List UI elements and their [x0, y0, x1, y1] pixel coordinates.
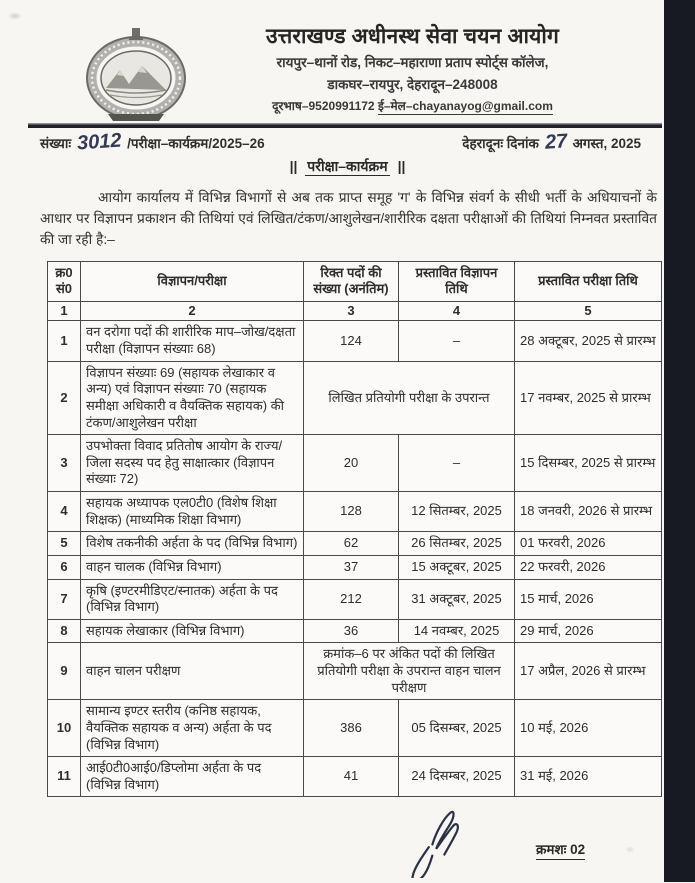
cell-advert-date: 31 अक्टूबर, 2025 [399, 579, 515, 619]
cell-exam-date: 18 जनवरी, 2026 से प्रारम्भ [515, 492, 662, 532]
cell-exam-description: विज्ञापन संख्याः 69 (सहायक लेखाकार व अन्य) एवं विज्ञापन संख्याः 70 (सहायक समीक्षा अधिकारी व वैयक्तिक सहायक) की टंकण/आशुलेखन परीक्षा [81, 361, 304, 435]
scan-smudge [8, 12, 22, 20]
header-proposed-advert-date: प्रस्तावित विज्ञापन तिथि [399, 261, 515, 301]
cell-exam-description: वन दरोगा पदों की शारीरिक माप–जोख/दक्षता परीक्षा (विज्ञापन संख्याः 68) [81, 321, 304, 361]
cell-vacancies: 41 [304, 757, 399, 797]
reference-number-prefix: संख्याः [40, 135, 72, 151]
cell-advert-date: 05 दिसम्बर, 2025 [399, 700, 515, 757]
table-header-row [48, 261, 662, 301]
cell-exam-date: 15 मार्च, 2026 [515, 579, 662, 619]
exam-table-body [48, 321, 662, 797]
column-number-row [48, 301, 662, 321]
table-row [48, 492, 662, 532]
column-number: 1 [48, 301, 81, 321]
cell-vacancies: 124 [304, 321, 399, 361]
cell-exam-date: 29 मार्च, 2026 [515, 619, 662, 643]
document-subject [0, 157, 695, 176]
table-row [48, 579, 662, 619]
table-row [48, 619, 662, 643]
cell-exam-description: सहायक लेखाकार (विभिन्न विभाग) [81, 619, 304, 643]
handwritten-date: 27 [543, 129, 568, 154]
table-row [48, 700, 662, 757]
cell-advert-date: 26 सितम्बर, 2025 [399, 532, 515, 556]
cell-exam-description: वाहन चालन परीक्षण [81, 643, 304, 700]
cell-serial-number: 7 [48, 579, 81, 619]
signature-icon [392, 806, 478, 878]
handwritten-reference-number: 3012 [76, 129, 123, 155]
cell-vacancies: 128 [304, 492, 399, 532]
cell-serial-number: 3 [48, 435, 81, 492]
column-number: 2 [81, 301, 304, 321]
cell-advert-date: – [399, 321, 515, 361]
place-and-date [462, 129, 655, 154]
cell-exam-description: सहायक अध्यापक एल0टी0 (विशेष शिक्षा शिक्षक) (माध्यमिक शिक्षा विभाग) [81, 492, 304, 532]
cell-advert-date: 14 नवम्बर, 2025 [399, 619, 515, 643]
cell-vacancies: 37 [304, 555, 399, 579]
subject-open-bars: || [289, 157, 298, 174]
reference-line [40, 129, 655, 155]
scan-smudge [625, 846, 635, 853]
cell-serial-number: 2 [48, 361, 81, 435]
commission-seal-logo [76, 26, 196, 122]
email-address: ई–मेल–chayanayog@gmail.com [377, 98, 553, 113]
header-advertisement-exam: विज्ञापन/परीक्षा [81, 261, 304, 301]
cell-serial-number: 5 [48, 532, 81, 556]
cell-serial-number: 8 [48, 619, 81, 643]
table-row [48, 757, 662, 797]
header-vacancies: रिक्त पदों की संख्या (अनंतिम) [304, 261, 399, 301]
letterhead-divider [28, 123, 662, 128]
org-contact-line [170, 97, 655, 114]
cell-vacancies: 386 [304, 700, 399, 757]
cell-exam-date: 17 अप्रैल, 2026 से प्रारम्भ [515, 643, 662, 700]
header-proposed-exam-date: प्रस्तावित परीक्षा तिथि [515, 261, 662, 301]
cell-exam-date: 22 फरवरी, 2026 [515, 555, 662, 579]
subject-close-bars: || [397, 157, 406, 174]
org-address-line2: डाकघर–रायपुर, देहरादून–248008 [327, 76, 498, 92]
cell-serial-number: 10 [48, 700, 81, 757]
cell-advert-date: – [399, 435, 515, 492]
cell-serial-number: 9 [48, 643, 81, 700]
date-suffix: अगस्त, 2025 [572, 135, 641, 151]
cell-exam-date: 17 नवम्बर, 2025 से प्रारम्भ [515, 361, 662, 435]
cell-serial-number: 6 [48, 555, 81, 579]
exam-schedule-table [47, 261, 662, 798]
reference-number [40, 129, 265, 155]
cell-exam-date: 31 मई, 2026 [515, 757, 662, 797]
cell-vacancies: 20 [304, 435, 399, 492]
cell-exam-date: 28 अक्टूबर, 2025 से प्रारम्भ [515, 321, 662, 361]
table-row [48, 321, 662, 361]
cell-vacancy-and-advert-note: लिखित प्रतियोगी परीक्षा के उपरान्त [304, 361, 515, 435]
cell-exam-description: वाहन चालक (विभिन्न विभाग) [81, 555, 304, 579]
column-number: 5 [515, 301, 662, 321]
reference-number-suffix: /परीक्षा–कार्यक्रम/2025–26 [127, 135, 265, 151]
phone-number: दूरभाष–9520991172 [272, 98, 375, 113]
place-date-prefix: देहरादूनः दिनांक [462, 135, 539, 151]
handwritten-signature [392, 806, 478, 878]
cell-vacancies: 62 [304, 532, 399, 556]
cell-exam-description: विशेष तकनीकी अर्हता के पद (विभिन्न विभाग) [81, 532, 304, 556]
cell-exam-date: 15 दिसम्बर, 2025 से प्रारम्भ [515, 435, 662, 492]
cell-exam-description: कृषि (इण्टरमीडिएट/स्नातक) अर्हता के पद (विभिन्न विभाग) [81, 579, 304, 619]
table-row [48, 532, 662, 556]
cell-exam-description: आई0टी0आई0/डिप्लोमा अर्हता के पद (विभिन्न विभाग) [81, 757, 304, 797]
table-row [48, 555, 662, 579]
table-row [48, 435, 662, 492]
cell-serial-number: 4 [48, 492, 81, 532]
seal-icon [76, 26, 196, 122]
cell-advert-date: 15 अक्टूबर, 2025 [399, 555, 515, 579]
scan-edge-shadow [664, 0, 695, 882]
cell-vacancies: 36 [304, 619, 399, 643]
cell-exam-description: सामान्य इण्टर स्तरीय (कनिष्ठ सहायक, वैयक्तिक सहायक व अन्य) अर्हता के पद (विभिन्न विभाग) [81, 700, 304, 757]
cell-exam-description: उपभोक्ता विवाद प्रतितोष आयोग के राज्य/जिला सदस्य पद हेतु साक्षात्कार (विज्ञापन संख्याः 72) [81, 435, 304, 492]
column-number: 3 [304, 301, 399, 321]
cell-vacancy-and-advert-note: क्रमांक–6 पर अंकित पदों की लिखित प्रतियोगी परीक्षा के उपरान्त वाहन चालन परीक्षण [304, 643, 515, 700]
letterhead [170, 22, 655, 114]
cell-serial-number: 11 [48, 757, 81, 797]
subject-title: परीक्षा–कार्यक्रम [307, 157, 388, 174]
cell-advert-date: 12 सितम्बर, 2025 [399, 492, 515, 532]
intro-paragraph: आयोग कार्यालय में विभिन्न विभागों से अब तक प्राप्त समूह 'ग' के विभिन्न संवर्ग के सीधी भर्ती के अधियाचनों के आधार पर विज्ञापन प्रकाशन की तिथियां एवं लिखित/टंकण/आशुलेखन/शारीरिक दक्षता परीक्षाओं की तिथियां निम्नवत प्रस्तावित की जा रही है:– [40, 189, 657, 247]
cell-exam-date: 01 फरवरी, 2026 [515, 532, 662, 556]
cell-vacancies: 212 [304, 579, 399, 619]
cell-serial-number: 1 [48, 321, 81, 361]
cell-advert-date: 24 दिसम्बर, 2025 [399, 757, 515, 797]
org-name: उत्तराखण्ड अधीनस्थ सेवा चयन आयोग [266, 25, 559, 48]
org-address-line1: रायपुर–थानों रोड, निकट–महाराणा प्रताप स्पोर्ट्स कॉलेज, [276, 55, 549, 70]
table-row [48, 643, 662, 700]
table-row [48, 361, 662, 435]
cell-exam-date: 10 मई, 2026 [515, 700, 662, 757]
continuation-note: क्रमशः 02 [536, 840, 585, 860]
column-number: 4 [399, 301, 515, 321]
header-serial-number: क्र0 सं0 [48, 261, 81, 301]
